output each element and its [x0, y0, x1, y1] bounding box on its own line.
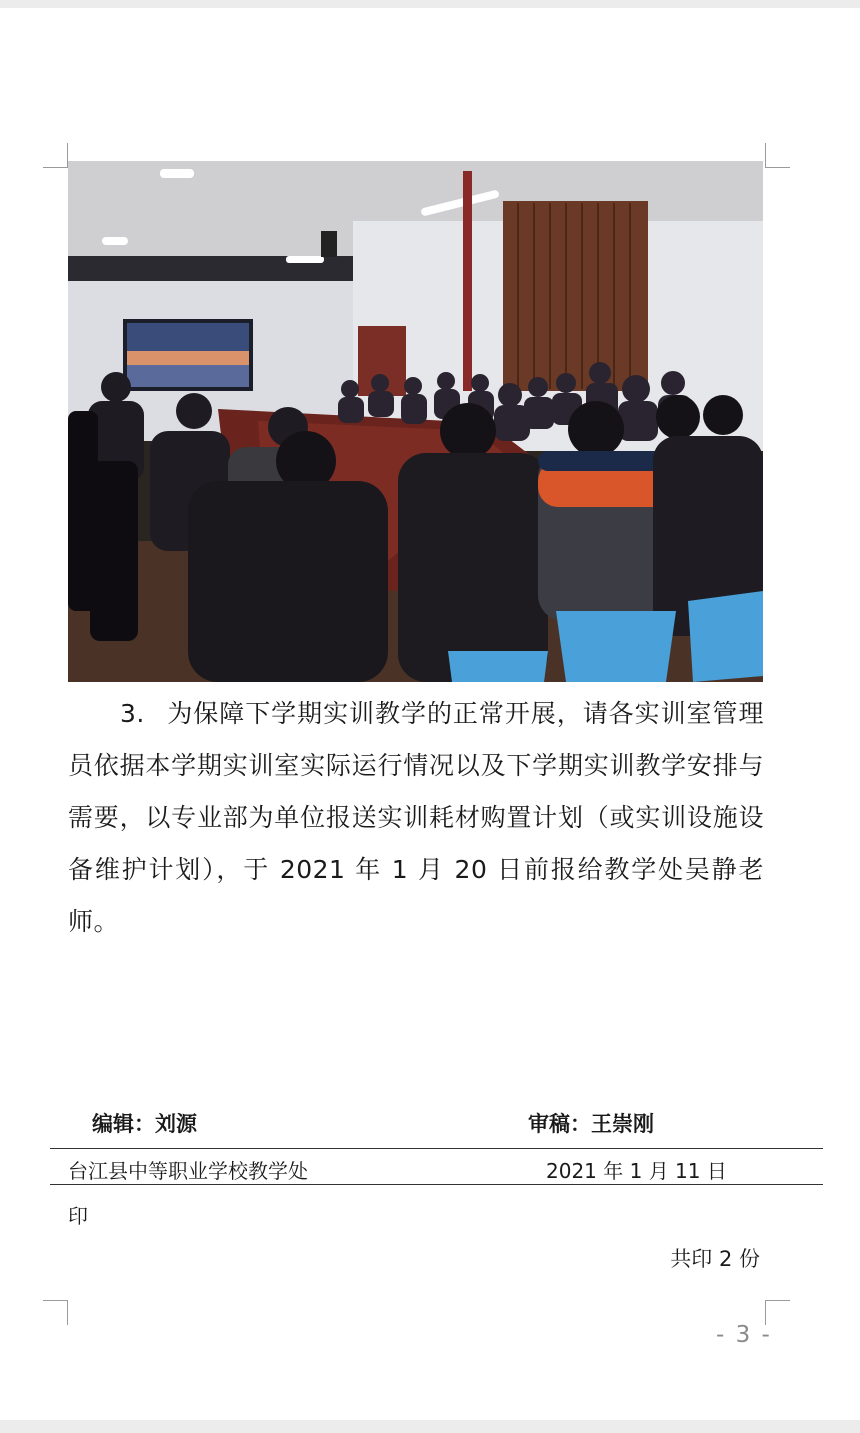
- meeting-photo: [68, 161, 763, 682]
- editor-label: 编辑：刘源: [92, 1112, 197, 1136]
- copies-count: 共印 2 份: [670, 1247, 760, 1271]
- divider-bottom: [50, 1184, 823, 1185]
- body-paragraph: [68, 688, 764, 948]
- crop-mark-top-right: [765, 143, 790, 168]
- print-label: 印: [68, 1204, 88, 1228]
- reviewer-label: 审稿：王崇刚: [528, 1112, 654, 1136]
- crop-mark-bottom-left: [43, 1300, 68, 1325]
- organization: 台江县中等职业学校教学处: [68, 1159, 308, 1183]
- crop-mark-top-left: [43, 143, 68, 168]
- item-number: 3.: [120, 699, 145, 728]
- divider-top: [50, 1148, 823, 1149]
- document-page: [0, 8, 860, 1420]
- paragraph-text: 为保障下学期实训教学的正常开展，请各实训室管理员依据本学期实训室实际运行情况以及下学期实训教学安排与需要，以专业部为单位报送实训耗材购置计划（或实训设施设备维护计划），于 2021 年 1 月 20 日前报给教学处吴静老师。: [68, 699, 764, 936]
- page-number: - 3 -: [716, 1322, 772, 1348]
- issue-date: 2021 年 1 月 11 日: [546, 1159, 727, 1183]
